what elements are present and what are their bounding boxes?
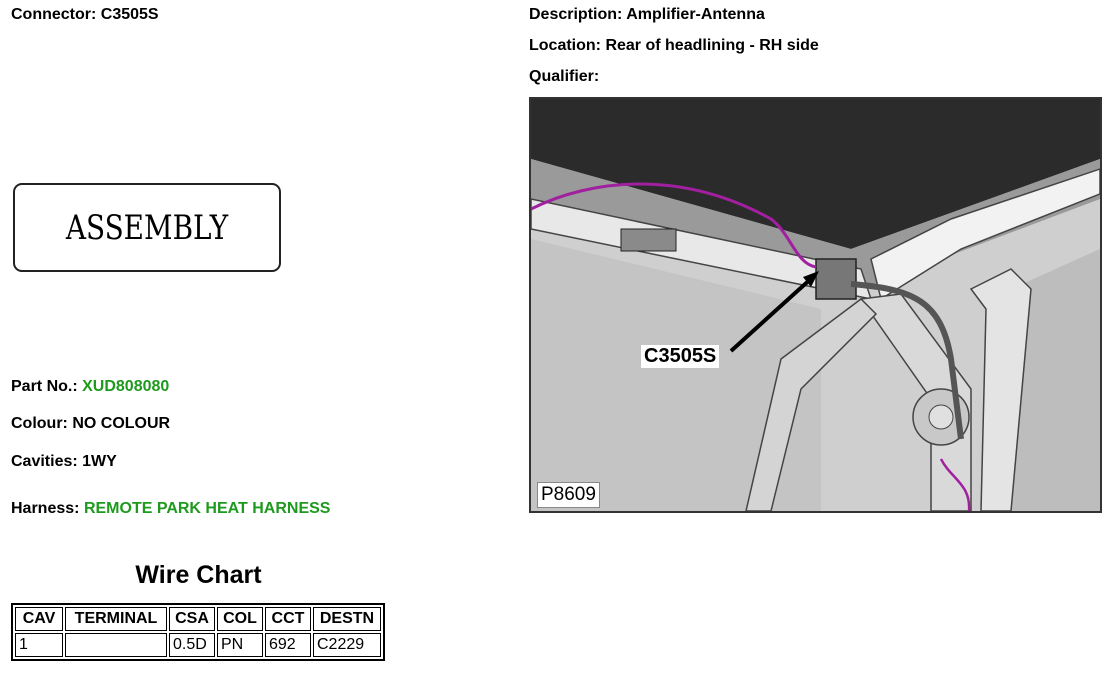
description-value: Amplifier-Antenna — [626, 6, 765, 23]
assembly-text: ASSEMBLY — [65, 207, 229, 248]
header-cav: CAV — [15, 607, 63, 631]
figure-id-label: P8609 — [537, 482, 600, 508]
header-destn: DESTN — [313, 607, 381, 631]
location-label: Location: — [529, 37, 601, 54]
harness-link[interactable]: REMOTE PARK HEAT HARNESS — [83, 500, 331, 517]
cell-destn: C2229 — [313, 633, 381, 657]
qualifier-line — [529, 68, 599, 86]
wire-chart-table — [11, 603, 385, 661]
cell-col: PN — [217, 633, 263, 657]
connector-value: C3505S — [100, 6, 159, 23]
wire-chart-title: Wire Chart — [135, 561, 262, 589]
colour-label: Colour: — [11, 415, 68, 432]
cell-cav: 1 — [15, 633, 63, 657]
cavities-line — [11, 453, 117, 471]
colour-line — [11, 415, 170, 433]
qualifier-label: Qualifier: — [529, 68, 600, 85]
connector-location-image — [529, 97, 1102, 513]
header-terminal: TERMINAL — [65, 607, 167, 631]
location-line — [529, 37, 819, 55]
harness-label: Harness: — [11, 500, 80, 517]
description-line — [529, 6, 765, 24]
header-cct: CCT — [265, 607, 311, 631]
connector-line — [11, 6, 159, 24]
part-no-link[interactable]: XUD808080 — [82, 378, 170, 395]
connector-callout-label: C3505S — [641, 345, 719, 368]
table-row — [15, 633, 381, 657]
cell-cct: 692 — [265, 633, 311, 657]
cavities-label: Cavities: — [11, 453, 78, 470]
part-no-label: Part No.: — [11, 378, 78, 395]
vehicle-illustration — [531, 99, 1100, 511]
header-csa: CSA — [169, 607, 215, 631]
wire-chart-header-row — [15, 607, 381, 631]
cavities-value: 1WY — [82, 453, 117, 470]
cell-csa: 0.5D — [169, 633, 215, 657]
assembly-image — [13, 183, 281, 272]
header-col: COL — [217, 607, 263, 631]
part-no-line — [11, 378, 169, 396]
cell-terminal — [65, 633, 167, 657]
connector-label: Connector: — [11, 6, 97, 23]
harness-line — [11, 500, 330, 518]
location-value: Rear of headlining - RH side — [605, 37, 819, 54]
description-label: Description: — [529, 6, 623, 23]
colour-value: NO COLOUR — [72, 415, 171, 432]
